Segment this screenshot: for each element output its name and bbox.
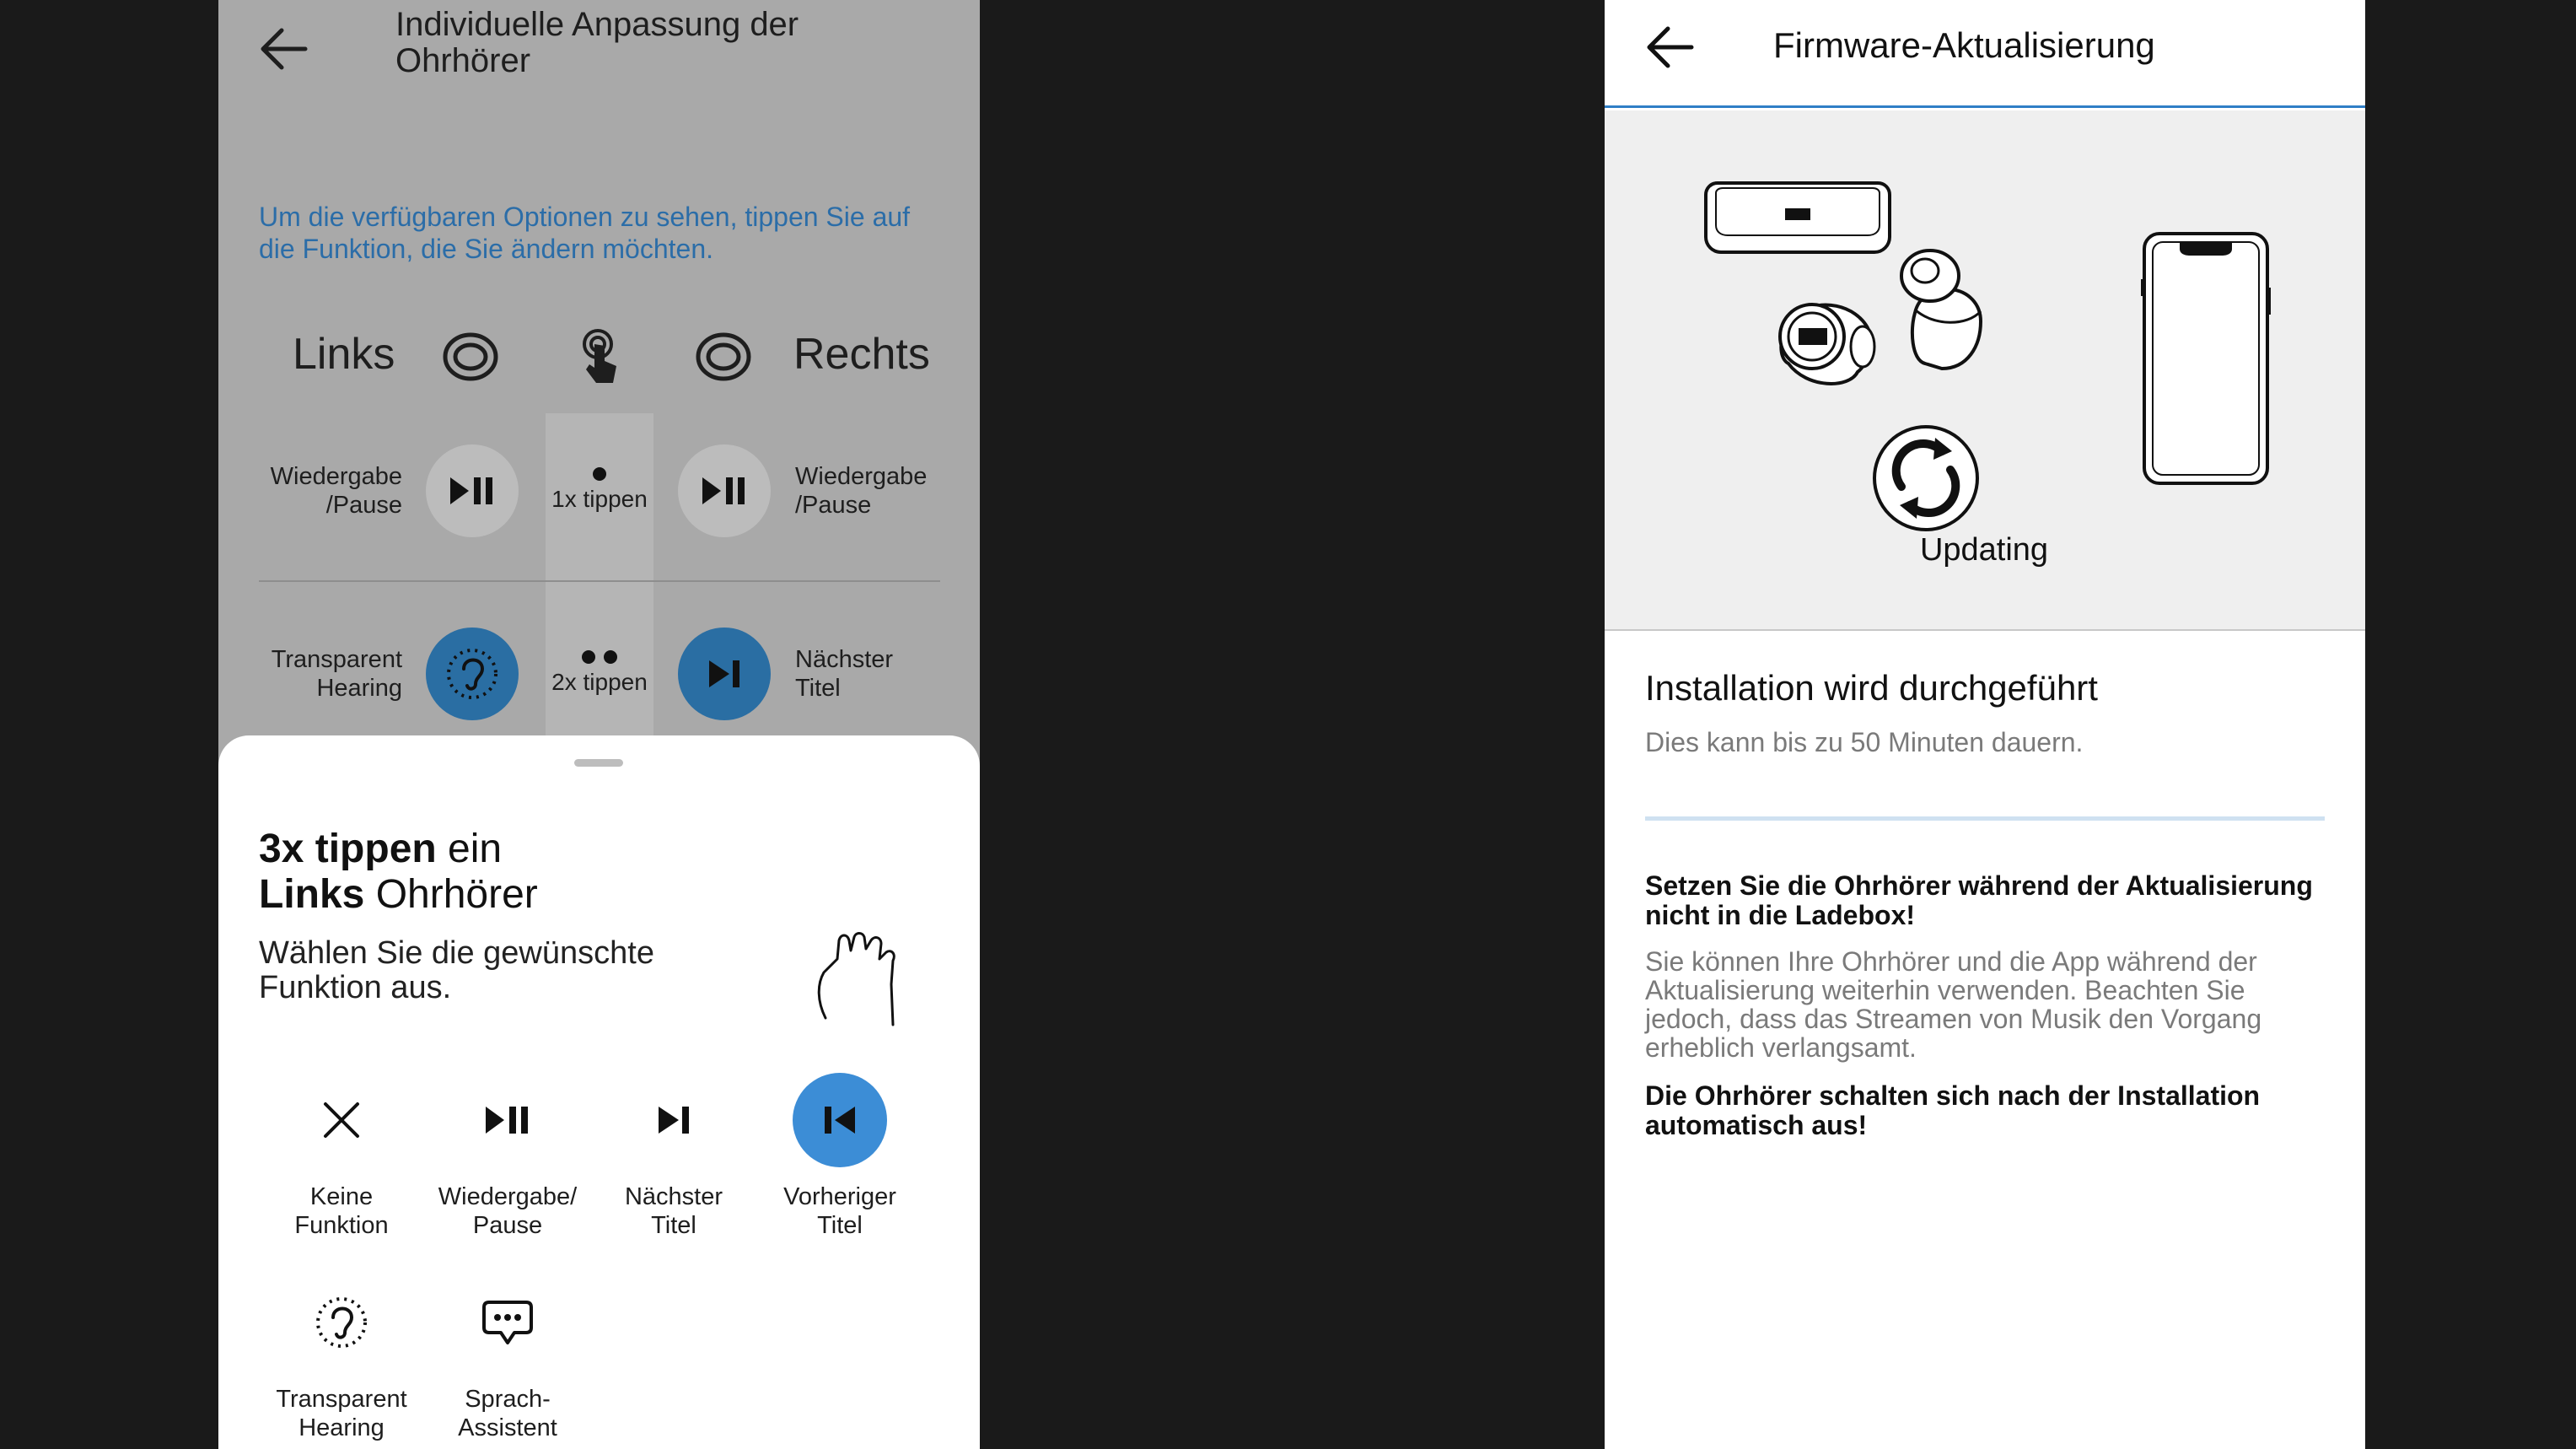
single-tap-dots: [532, 467, 667, 481]
function-picker-sheet: [218, 735, 980, 1449]
hand-gesture-icon: [809, 925, 918, 1035]
option-voice-assistant[interactable]: [423, 1275, 592, 1442]
page-title: Firmware-Aktualisierung: [1773, 25, 2155, 65]
progress-bar: [1645, 816, 2325, 821]
option-next-track[interactable]: [589, 1073, 758, 1240]
row2-right-control[interactable]: [678, 628, 771, 720]
right-earbud-icon: [691, 324, 756, 390]
option-none[interactable]: [257, 1073, 426, 1240]
case-warning-text: Setzen Sie die Ohrhörer während der Aktualisierung nicht in die Ladebox!: [1645, 870, 2313, 930]
sheet-title: 3x tippen ein Links Ohrhörer: [259, 827, 538, 917]
updating-status-label: Updating: [1919, 532, 2049, 568]
voice-assistant-icon: [481, 1295, 535, 1349]
sheet-drag-handle[interactable]: [574, 759, 623, 767]
left-earbud-icon: [1780, 304, 1874, 384]
usage-info-text: Sie können Ihre Ohrhörer und die App während der Aktualisierung weiterhin verwenden. Beachten Sie jedoch, dass das Streamen von Musik den Vorgang erheblich verlangsamt.: [1645, 946, 2262, 1063]
row1-left-control[interactable]: [426, 444, 519, 537]
row1-right-label: Wiedergabe /Pause: [795, 463, 928, 519]
next-track-icon: [655, 1103, 692, 1137]
play-pause-icon: [447, 474, 497, 508]
app-header: [1605, 0, 2365, 108]
duration-note: Dies kann bis zu 50 Minuten dauern.: [1645, 727, 2084, 757]
update-illustration: [1605, 110, 2365, 631]
instruction-text: Um die verfügbaren Optionen zu sehen, tippen Sie auf die Funktion, die Sie ändern möchten.: [259, 202, 911, 264]
earbud-customization-screen: [218, 0, 980, 1449]
option-label: Wiedergabe/ Pause: [438, 1183, 578, 1239]
transparent-hearing-icon: [445, 645, 499, 703]
option-previous-track[interactable]: [756, 1073, 924, 1240]
option-label: Nächster Titel: [624, 1183, 723, 1239]
row1-tap-label: 1x tippen: [551, 486, 648, 512]
play-pause-icon: [482, 1103, 533, 1137]
charging-case-icon: [1706, 183, 1890, 252]
option-label: Keine Funktion: [294, 1183, 389, 1239]
back-arrow-icon[interactable]: [256, 25, 310, 73]
row2-right-label: Nächster Titel: [795, 646, 894, 702]
close-icon: [320, 1099, 363, 1141]
row-divider: [259, 580, 940, 582]
option-transparent-hearing[interactable]: [257, 1275, 426, 1442]
option-play-pause[interactable]: [423, 1073, 592, 1240]
row1-left-label: Wiedergabe /Pause: [270, 463, 402, 519]
smartphone-icon: [2141, 234, 2271, 483]
double-tap-dots: [532, 650, 667, 664]
right-earbud-icon: [1901, 250, 1981, 369]
sheet-subtitle: Wählen Sie die gewünschte Funktion aus.: [259, 935, 654, 1005]
row1-right-control[interactable]: [678, 444, 771, 537]
option-label: Transparent Hearing: [276, 1386, 407, 1441]
play-pause-icon: [699, 474, 750, 508]
left-earbud-icon: [438, 324, 503, 390]
left-earbud-label: Links: [293, 330, 395, 379]
tap-column: [546, 413, 653, 751]
option-label: Vorheriger Titel: [783, 1183, 896, 1239]
transparent-hearing-icon: [315, 1294, 368, 1351]
back-arrow-icon[interactable]: [1643, 24, 1697, 71]
previous-track-icon: [821, 1103, 858, 1137]
option-label: Sprach- Assistent: [458, 1386, 557, 1441]
row2-tap-label: 2x tippen: [551, 669, 648, 695]
page-title: Individuelle Anpassung der Ohrhörer: [395, 6, 799, 79]
firmware-update-screen: [1605, 0, 2365, 1449]
right-earbud-label: Rechts: [793, 330, 930, 379]
row2-left-label: Transparent Hearing: [271, 646, 402, 702]
installation-heading: Installation wird durchgeführt: [1645, 668, 2098, 708]
sync-icon: [1874, 427, 1977, 530]
row2-left-control[interactable]: [426, 628, 519, 720]
next-track-icon: [706, 657, 743, 691]
auto-off-warning-text: Die Ohrhörer schalten sich nach der Installation automatisch aus!: [1645, 1080, 2261, 1140]
touch-gesture-icon: [567, 324, 633, 390]
